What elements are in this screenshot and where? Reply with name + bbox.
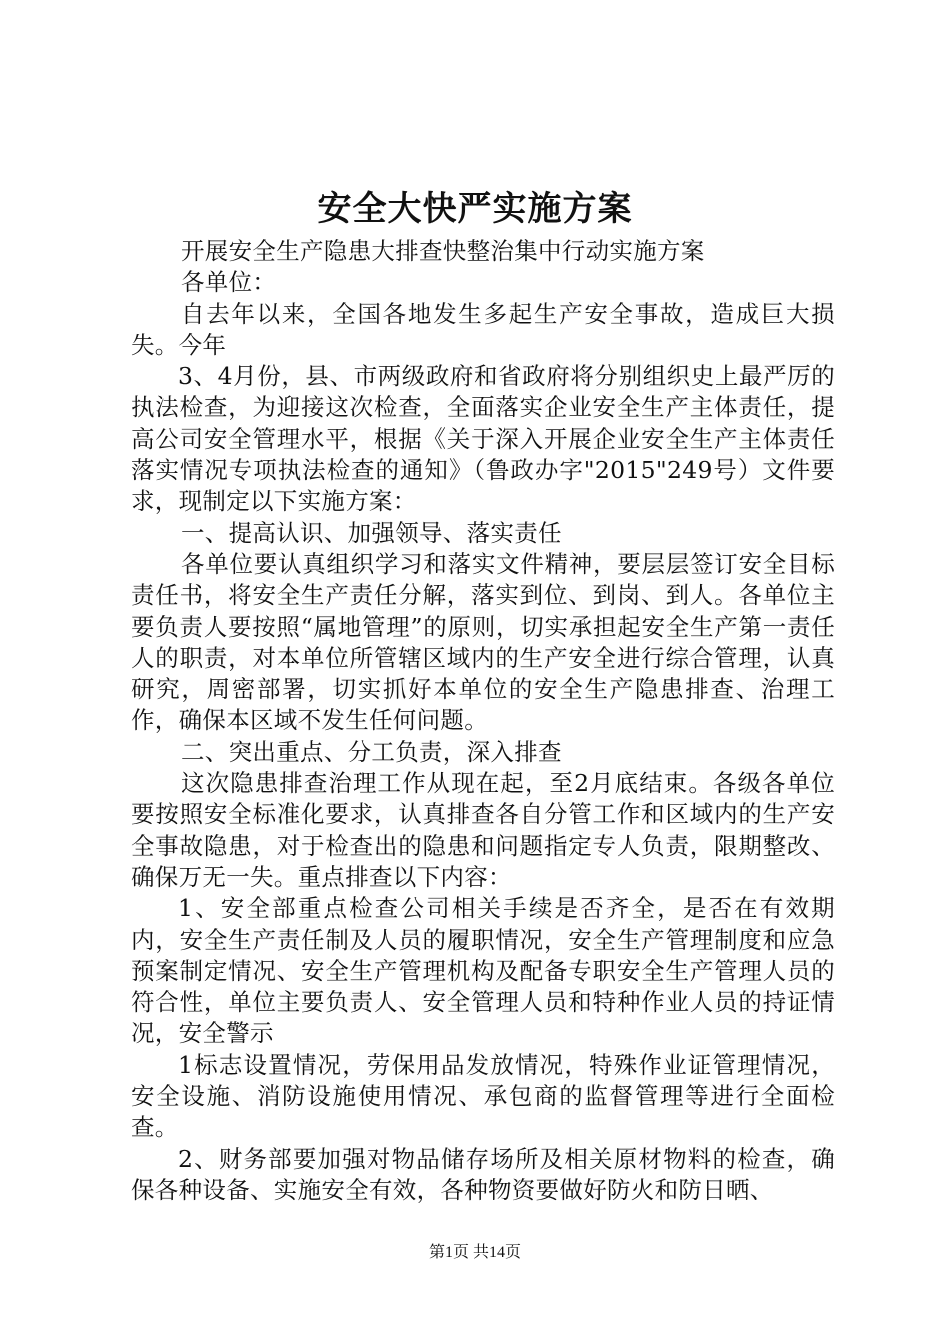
paragraph-background: 3、4月份，县、市两级政府和省政府将分别组织史上最严厉的执法检查，为迎接这次检查，全面落实企业安全生产主体责任，提高公司安全管理水平，根据《关于深入开展企业安全生产主体责任落实情况专项执法检查的通知》（鲁政办字"2015"249号）文件要求，现制定以下实施方案： xyxy=(131,362,835,516)
paragraph-section-1: 各单位要认真组织学习和落实文件精神，要层层签订安全目标责任书，将安全生产责任分解，落实到位、到岗、到人。各单位主要负责人要按照“属地管理”的原则，切实承担起安全生产第一责任人的职责，对本单位所管辖区域内的生产安全进行综合管理，认真研究，周密部署，切实抓好本单位的安全生产隐患排查、治理工作，确保本区域不发生任何问题。 xyxy=(131,549,835,735)
document-subtitle: 开展安全生产隐患大排查快整治集中行动实施方案 xyxy=(181,237,705,265)
page-footer: 第1页 共14页 xyxy=(428,1244,521,1261)
list-item-1-continued: 1标志设置情况，劳保用品发放情况，特殊作业证管理情况，安全设施、消防设施使用情况、承包商的监督管理等进行全面检查。 xyxy=(131,1050,835,1142)
list-item-2: 2、财务部要加强对物品储存场所及相关原材物料的检查，确保各种设备、实施安全有效，各种物资要做好防火和防日晒、 xyxy=(131,1144,835,1204)
document-title: 安全大快严实施方案 xyxy=(317,189,633,229)
section-heading-2: 二、突出重点、分工负责，深入排查 xyxy=(181,737,562,766)
list-item-1: 1、安全部重点检查公司相关手续是否齐全，是否在有效期内，安全生产责任制及人员的履职情况，安全生产管理制度和应急预案制定情况、安全生产管理机构及配备专职安全生产管理人员的符合性，单位主要负责人、安全管理人员和特种作业人员的持证情况，安全警示 xyxy=(131,894,835,1048)
paragraph-section-2: 这次隐患排查治理工作从现在起，至2月底结束。各级各单位要按照安全标准化要求，认真排查各自分管工作和区域内的生产安全事故隐患，对于检查出的隐患和问题指定专人负责，限期整改、确保万无一失。重点排查以下内容： xyxy=(131,769,835,891)
paragraph-intro: 自去年以来，全国各地发生多起生产安全事故，造成巨大损失。今年 xyxy=(131,299,835,359)
section-heading-1: 一、提高认识、加强领导、落实责任 xyxy=(181,518,562,547)
document-body xyxy=(131,236,835,1206)
salutation: 各单位： xyxy=(181,268,277,297)
